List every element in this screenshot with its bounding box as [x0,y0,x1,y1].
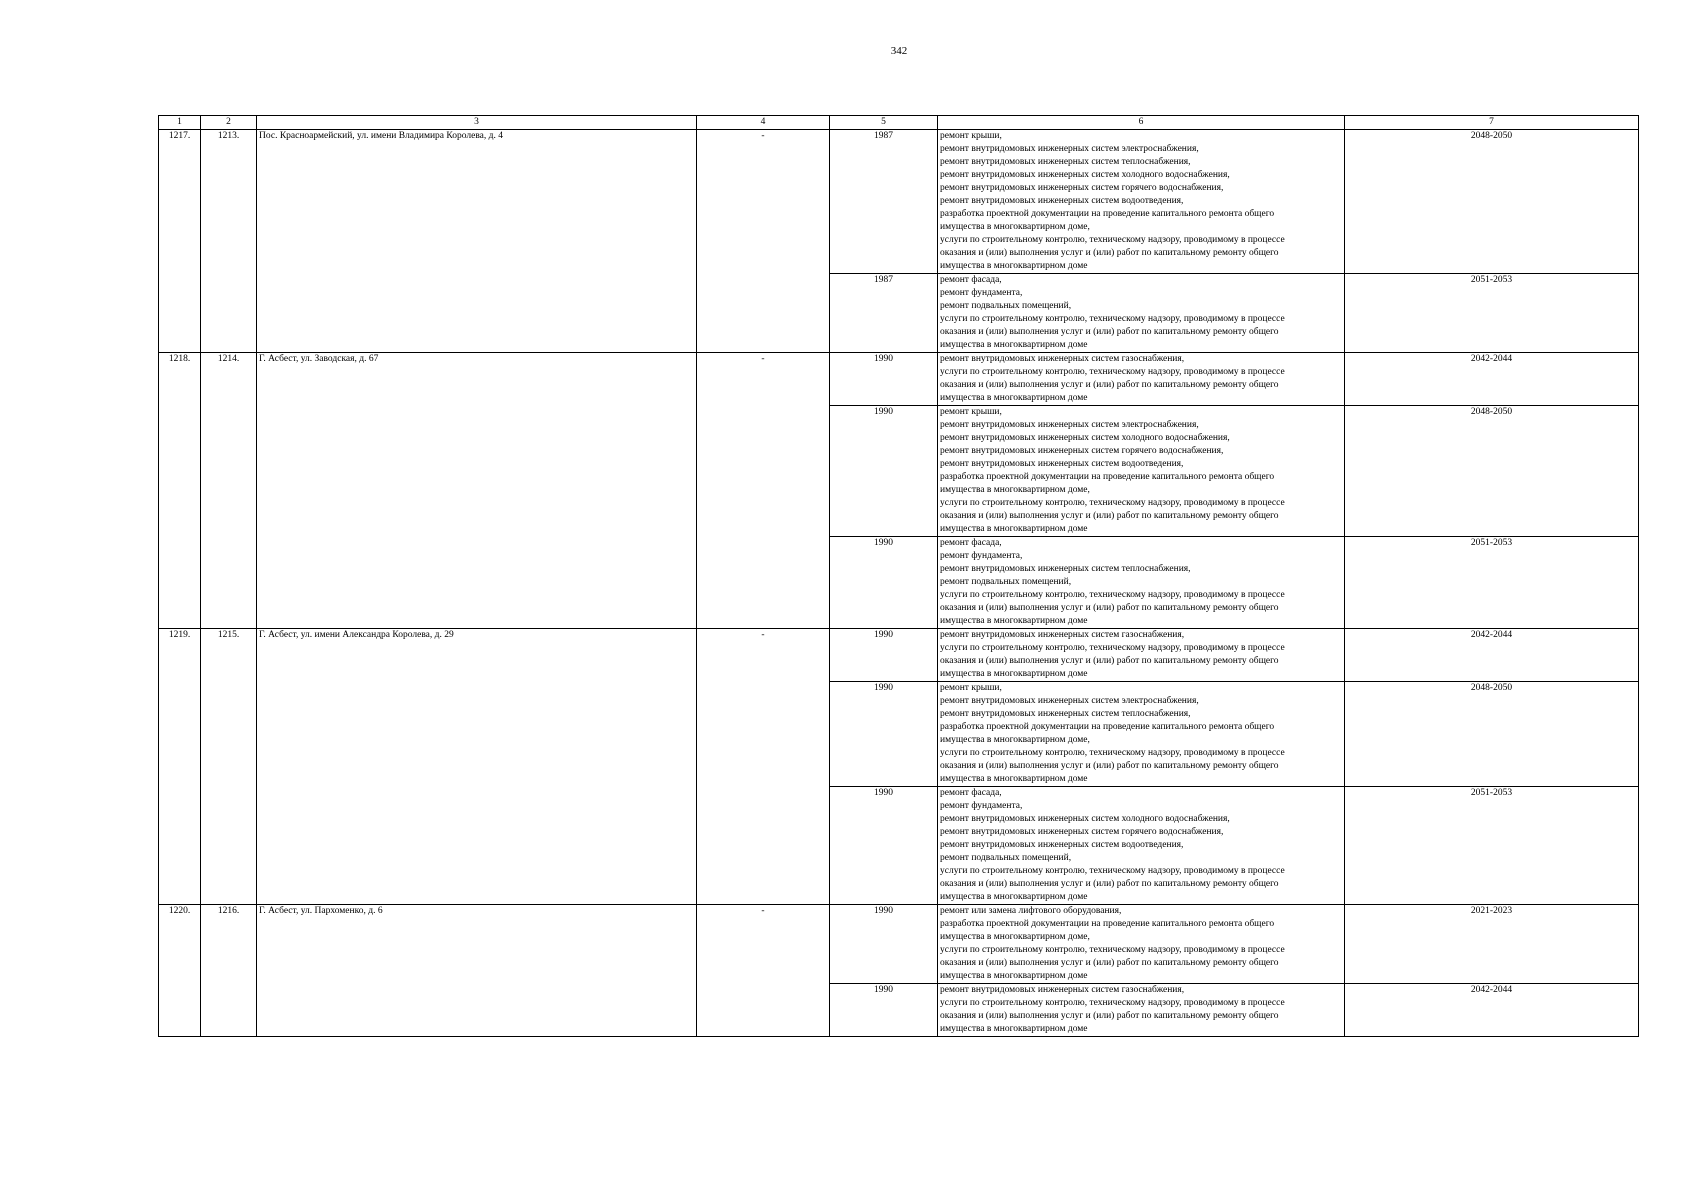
work-line: ремонт крыши, [940,407,1002,417]
work-line: ремонт подвальных помещений, [940,577,1072,587]
work-line: ремонт подвальных помещений, [940,853,1072,863]
column-header: 6 [938,116,1345,130]
works-cell [938,787,1345,905]
work-line: ремонт внутридомовых инженерных систем теплоснабжения, [940,709,1191,719]
work-line: оказания и (или) выполнения услуг и (или) работ по капитальному ремонту общего [940,511,1279,521]
works-cell [938,629,1345,682]
work-line: ремонт внутридомовых инженерных систем холодного водоснабжения, [940,170,1230,180]
work-line: ремонт внутридомовых инженерных систем газоснабжения, [940,985,1185,995]
column-number-row [159,116,1639,130]
work-line: ремонт фасада, [940,788,1002,798]
work-line: оказания и (или) выполнения услуг и (или) работ по капитальному ремонту общего [940,958,1279,968]
house-number: 1213. [201,130,257,353]
work-line: оказания и (или) выполнения услуг и (или) работ по капитальному ремонту общего [940,656,1279,666]
works-cell [938,537,1345,629]
address-cell: Г. Асбест, ул. Пархоменко, д. 6 [257,905,697,1037]
year-cell: 1990 [830,905,938,984]
column-header: 2 [201,116,257,130]
work-line: имущества в многоквартирном доме [940,340,1088,350]
column-header: 3 [257,116,697,130]
year-cell: 1990 [830,353,938,406]
period-cell: 2048-2050 [1345,682,1639,787]
work-line: разработка проектной документации на проведение капитального ремонта общего [940,919,1275,929]
row-number: 1217. [159,130,201,353]
house-number: 1215. [201,629,257,905]
year-cell: 1987 [830,274,938,353]
work-line: имущества в многоквартирном доме [940,774,1088,784]
period-cell: 2051-2053 [1345,787,1639,905]
work-line: услуги по строительному контролю, техническому надзору, проводимому в процессе [940,945,1285,955]
work-line: имущества в многоквартирном доме, [940,222,1090,232]
work-line: ремонт фасада, [940,275,1002,285]
row-number: 1220. [159,905,201,1037]
work-line: ремонт внутридомовых инженерных систем горячего водоснабжения, [940,446,1224,456]
work-line: ремонт внутридомовых инженерных систем горячего водоснабжения, [940,183,1224,193]
work-line: разработка проектной документации на проведение капитального ремонта общего [940,209,1275,219]
page-number: 342 [890,45,908,57]
period-cell: 2051-2053 [1345,537,1639,629]
work-line: ремонт внутридомовых инженерных систем электроснабжения, [940,420,1199,430]
work-line: имущества в многоквартирном доме [940,669,1088,679]
work-line: услуги по строительному контролю, техническому надзору, проводимому в процессе [940,590,1285,600]
capital-repair-table [158,115,1639,1037]
period-cell: 2042-2044 [1345,353,1639,406]
table-row [159,130,1639,274]
work-line: имущества в многоквартирном доме, [940,932,1090,942]
work-line: ремонт внутридомовых инженерных систем газоснабжения, [940,354,1185,364]
work-line: имущества в многоквартирном доме, [940,735,1090,745]
col4-cell: - [697,130,830,353]
work-line: имущества в многоквартирном доме [940,971,1088,981]
work-line: разработка проектной документации на проведение капитального ремонта общего [940,722,1275,732]
work-line: ремонт внутридомовых инженерных систем газоснабжения, [940,630,1185,640]
row-number: 1219. [159,629,201,905]
row-number: 1218. [159,353,201,629]
column-header: 4 [697,116,830,130]
work-line: услуги по строительному контролю, техническому надзору, проводимому в процессе [940,643,1285,653]
work-line: имущества в многоквартирном доме [940,393,1088,403]
col4-cell: - [697,905,830,1037]
table-row [159,905,1639,984]
period-cell: 2048-2050 [1345,406,1639,537]
work-line: услуги по строительному контролю, техническому надзору, проводимому в процессе [940,235,1285,245]
house-number: 1214. [201,353,257,629]
works-cell [938,984,1345,1037]
work-line: услуги по строительному контролю, техническому надзору, проводимому в процессе [940,866,1285,876]
work-line: услуги по строительному контролю, техническому надзору, проводимому в процессе [940,998,1285,1008]
work-line: разработка проектной документации на проведение капитального ремонта общего [940,472,1275,482]
period-cell: 2048-2050 [1345,130,1639,274]
house-number: 1216. [201,905,257,1037]
work-line: услуги по строительному контролю, техническому надзору, проводимому в процессе [940,314,1285,324]
work-line: ремонт внутридомовых инженерных систем водоотведения, [940,840,1184,850]
work-line: ремонт внутридомовых инженерных систем электроснабжения, [940,144,1199,154]
work-line: ремонт крыши, [940,683,1002,693]
year-cell: 1987 [830,130,938,274]
work-line: имущества в многоквартирном доме [940,892,1088,902]
work-line: имущества в многоквартирном доме [940,616,1088,626]
work-line: ремонт внутридомовых инженерных систем водоотведения, [940,459,1184,469]
year-cell: 1990 [830,537,938,629]
column-header: 5 [830,116,938,130]
address-cell: Пос. Красноармейский, ул. имени Владимира Королева, д. 4 [257,130,697,353]
works-cell [938,274,1345,353]
column-header: 1 [159,116,201,130]
work-line: ремонт внутридомовых инженерных систем теплоснабжения, [940,564,1191,574]
table-row [159,629,1639,682]
work-line: услуги по строительному контролю, техническому надзору, проводимому в процессе [940,748,1285,758]
work-line: оказания и (или) выполнения услуг и (или) работ по капитальному ремонту общего [940,1011,1279,1021]
period-cell: 2021-2023 [1345,905,1639,984]
work-line: ремонт фасада, [940,538,1002,548]
work-line: оказания и (или) выполнения услуг и (или) работ по капитальному ремонту общего [940,761,1279,771]
col4-cell: - [697,629,830,905]
work-line: имущества в многоквартирном доме [940,1024,1088,1034]
work-line: ремонт фундамента, [940,801,1023,811]
address-cell: Г. Асбест, ул. Заводская, д. 67 [257,353,697,629]
work-line: ремонт фундамента, [940,288,1023,298]
year-cell: 1990 [830,406,938,537]
work-line: услуги по строительному контролю, техническому надзору, проводимому в процессе [940,498,1285,508]
work-line: ремонт внутридомовых инженерных систем водоотведения, [940,196,1184,206]
year-cell: 1990 [830,787,938,905]
work-line: ремонт внутридомовых инженерных систем холодного водоснабжения, [940,814,1230,824]
column-header: 7 [1345,116,1639,130]
works-cell [938,682,1345,787]
works-cell [938,905,1345,984]
work-line: оказания и (или) выполнения услуг и (или) работ по капитальному ремонту общего [940,603,1279,613]
work-line: оказания и (или) выполнения услуг и (или) работ по капитальному ремонту общего [940,248,1279,258]
work-line: оказания и (или) выполнения услуг и (или) работ по капитальному ремонту общего [940,327,1279,337]
col4-cell: - [697,353,830,629]
work-line: ремонт крыши, [940,131,1002,141]
work-line: ремонт фундамента, [940,551,1023,561]
year-cell: 1990 [830,629,938,682]
table-body [159,130,1639,1037]
work-line: ремонт внутридомовых инженерных систем электроснабжения, [940,696,1199,706]
period-cell: 2051-2053 [1345,274,1639,353]
period-cell: 2042-2044 [1345,629,1639,682]
work-line: имущества в многоквартирном доме, [940,485,1090,495]
work-line: оказания и (или) выполнения услуг и (или) работ по капитальному ремонту общего [940,380,1279,390]
period-cell: 2042-2044 [1345,984,1639,1037]
work-line: оказания и (или) выполнения услуг и (или) работ по капитальному ремонту общего [940,879,1279,889]
address-cell: Г. Асбест, ул. имени Александра Королева, д. 29 [257,629,697,905]
works-cell [938,353,1345,406]
work-line: ремонт или замена лифтового оборудования, [940,906,1122,916]
work-line: имущества в многоквартирном доме [940,524,1088,534]
work-line: ремонт внутридомовых инженерных систем теплоснабжения, [940,157,1191,167]
works-cell [938,130,1345,274]
year-cell: 1990 [830,984,938,1037]
work-line: услуги по строительному контролю, техническому надзору, проводимому в процессе [940,367,1285,377]
work-line: ремонт внутридомовых инженерных систем горячего водоснабжения, [940,827,1224,837]
table-row [159,353,1639,406]
work-line: ремонт внутридомовых инженерных систем холодного водоснабжения, [940,433,1230,443]
work-line: имущества в многоквартирном доме [940,261,1088,271]
work-line: ремонт подвальных помещений, [940,301,1072,311]
works-cell [938,406,1345,537]
year-cell: 1990 [830,682,938,787]
